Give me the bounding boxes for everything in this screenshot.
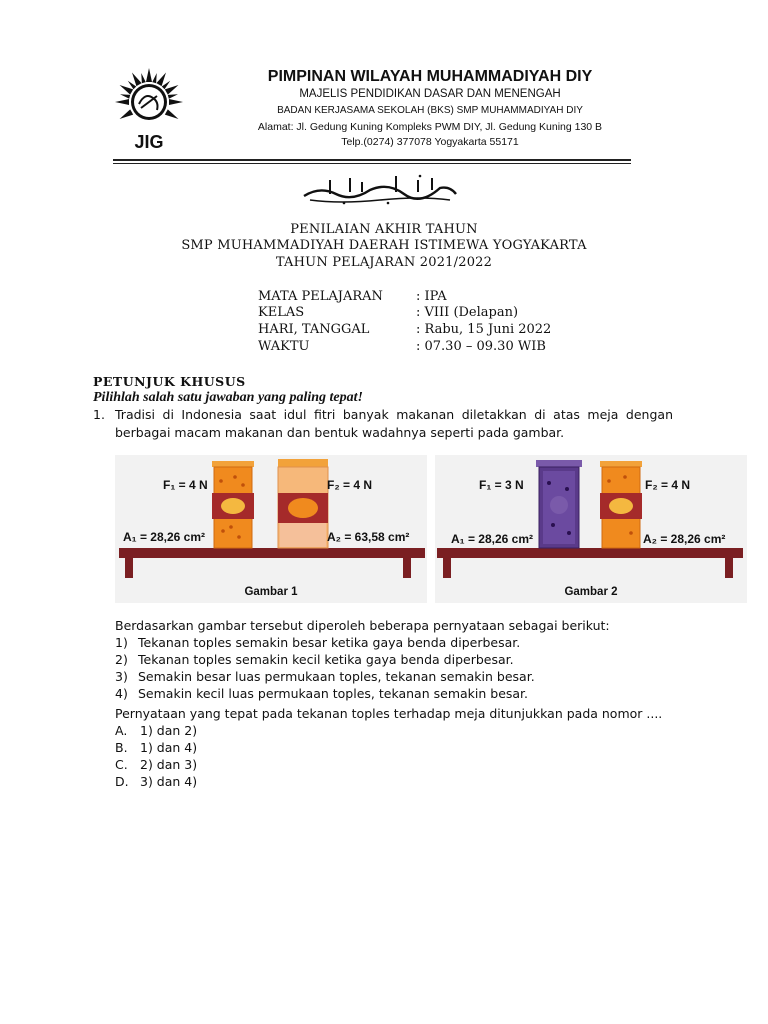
question-number: 1. bbox=[93, 407, 105, 422]
statement-text: Semakin kecil luas permukaan toples, tekanan semakin besar. bbox=[138, 686, 529, 701]
info-label: WAKTU bbox=[258, 339, 310, 354]
statement-text: Tekanan toples semakin kecil ketika gaya benda diperbesar. bbox=[138, 652, 514, 667]
option-letter: A. bbox=[115, 723, 128, 738]
g1-f2-label: F₂ = 4 N bbox=[327, 478, 373, 492]
org-phone: Telp.(0274) 377078 Yogyakarta 55171 bbox=[341, 136, 519, 148]
info-row-time bbox=[258, 339, 618, 357]
info-row-class bbox=[258, 305, 618, 323]
info-value: : Rabu, 15 Juni 2022 bbox=[416, 322, 552, 337]
figure-panel-1 bbox=[115, 455, 427, 603]
jar-orange-small-2 bbox=[600, 461, 642, 548]
g1-caption: Gambar 1 bbox=[244, 586, 298, 598]
org-address: Alamat: Jl. Gedung Kuning Kompleks PWM DIY, Jl. Gedung Kuning 130 B bbox=[257, 121, 603, 133]
logo-text: JIG bbox=[134, 132, 164, 150]
g1-a1-label: A₁ = 28,26 cm² bbox=[123, 530, 206, 544]
org-line1: MAJELIS PENDIDIKAN DASAR DAN MENENGAH bbox=[299, 88, 561, 100]
info-value: : VIII (Delapan) bbox=[416, 305, 519, 320]
academic-year: TAHUN PELAJARAN 2021/2022 bbox=[275, 255, 493, 270]
school-name: SMP MUHAMMADIYAH DAERAH ISTIMEWA YOGYAKARTA bbox=[181, 238, 587, 253]
statement-number: 2) bbox=[115, 652, 128, 667]
option-letter: D. bbox=[115, 774, 129, 789]
info-label: KELAS bbox=[258, 305, 305, 320]
jar-orange-small bbox=[212, 461, 254, 548]
option-text: 2) dan 3) bbox=[140, 757, 198, 772]
option-text: 3) dan 4) bbox=[140, 774, 198, 789]
g2-a2-label: A₂ = 28,26 cm² bbox=[643, 532, 726, 546]
statement-number: 1) bbox=[115, 635, 128, 650]
jar-orange-wide bbox=[278, 459, 328, 548]
question-prompt: Pernyataan yang tepat pada tekanan toples terhadap meja ditunjukkan pada nomor .... bbox=[115, 706, 663, 721]
header-rule-thin bbox=[113, 163, 631, 164]
instructions-heading: PETUNJUK KHUSUS bbox=[93, 374, 246, 389]
g1-a2-label: A₂ = 63,58 cm² bbox=[327, 530, 410, 544]
statement-text: Tekanan toples semakin besar ketika gaya benda diperbesar. bbox=[138, 635, 521, 650]
statement-number: 4) bbox=[115, 686, 128, 701]
option-text: 1) dan 2) bbox=[140, 723, 198, 738]
basmalah-calligraphy bbox=[300, 172, 460, 206]
option-text: 1) dan 4) bbox=[140, 740, 198, 755]
g2-a1-label: A₁ = 28,26 cm² bbox=[451, 532, 534, 546]
exam-title: PENILAIAN AKHIR TAHUN bbox=[290, 222, 478, 237]
info-value: : IPA bbox=[416, 289, 447, 304]
statement-number: 3) bbox=[115, 669, 128, 684]
statements-intro: Berdasarkan gambar tersebut diperoleh beberapa pernyataan sebagai berikut: bbox=[115, 618, 610, 633]
instructions-subheading: Pilihlah salah satu jawaban yang paling tepat! bbox=[93, 390, 363, 405]
g2-f2-label: F₂ = 4 N bbox=[645, 478, 691, 492]
jar-purple bbox=[536, 460, 582, 548]
jar-pressure-figure bbox=[115, 455, 747, 603]
info-label: MATA PELAJARAN bbox=[258, 289, 383, 304]
option-letter: B. bbox=[115, 740, 128, 755]
header-rule-thick bbox=[113, 159, 631, 161]
g1-f1-label: F₁ = 4 N bbox=[163, 478, 208, 492]
g2-caption: Gambar 2 bbox=[564, 586, 618, 598]
g2-f1-label: F₁ = 3 N bbox=[479, 478, 524, 492]
question-text-line1: Tradisi di Indonesia saat idul fitri banyak makanan diletakkan di atas meja dengan bbox=[115, 407, 673, 422]
org-title: PIMPINAN WILAYAH MUHAMMADIYAH DIY bbox=[267, 68, 593, 85]
info-value: : 07.30 – 09.30 WIB bbox=[416, 339, 546, 354]
question-text-line2: berbagai macam makanan dan bentuk wadahnya seperti pada gambar. bbox=[115, 425, 565, 440]
info-label: HARI, TANGGAL bbox=[258, 322, 370, 337]
option-letter: C. bbox=[115, 757, 128, 772]
statement-text: Semakin besar luas permukaan toples, tekanan semakin besar. bbox=[138, 669, 535, 684]
muhammadiyah-logo bbox=[110, 66, 188, 150]
info-row-date bbox=[258, 322, 618, 340]
org-line2: BADAN KERJASAMA SEKOLAH (BKS) SMP MUHAMMADIYAH DIY bbox=[277, 105, 583, 116]
